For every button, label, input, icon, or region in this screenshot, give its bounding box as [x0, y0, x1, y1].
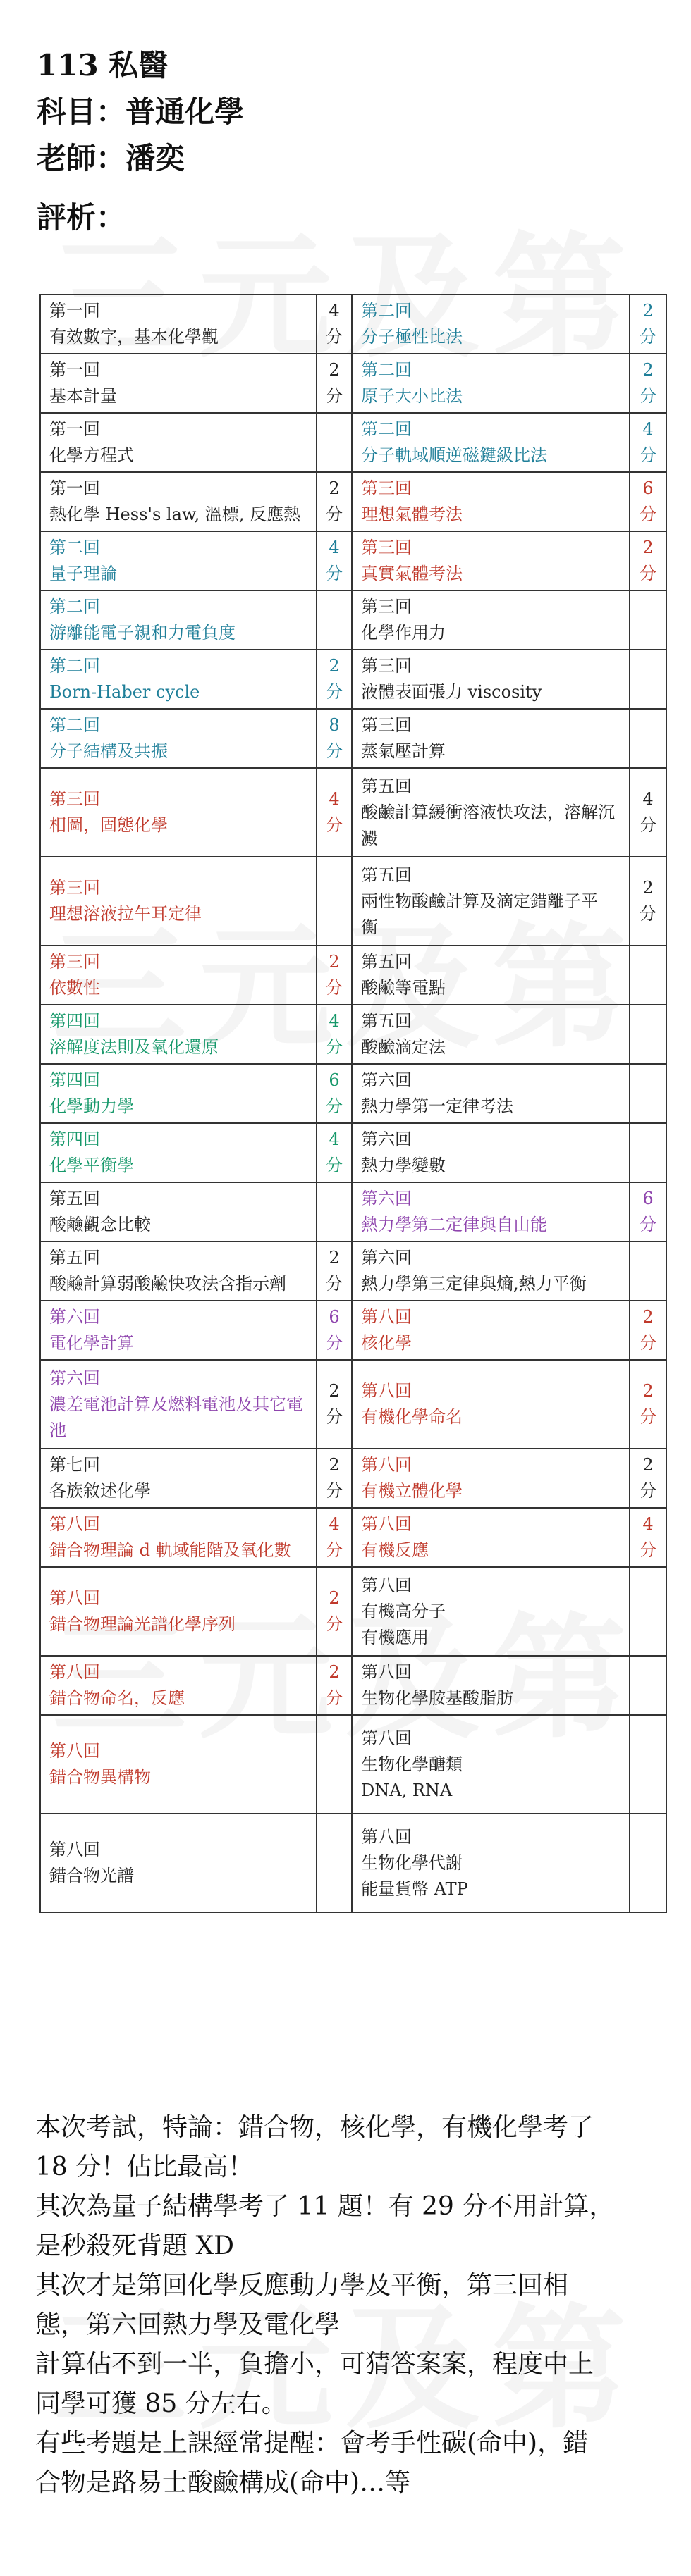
topic-label: 化學作用力 — [361, 623, 446, 643]
table-row — [40, 768, 666, 857]
right-topic-cell — [352, 354, 630, 413]
table-row — [40, 472, 666, 531]
topic-label: 酸鹼計算緩衝溶液快攻法，溶解沉 — [361, 802, 615, 822]
topic-label: 熱力學變數 — [361, 1156, 446, 1175]
summary-line: 合物是路易士酸鹼構成(命中)…等 — [35, 2468, 411, 2497]
topic-label: 量子理論 — [49, 564, 117, 583]
left-points-cell: 4分 — [317, 768, 352, 857]
right-topic-cell — [352, 1814, 630, 1912]
right-topic-cell — [352, 1064, 630, 1123]
right-topic-cell — [352, 857, 630, 946]
chapter-label: 第六回 — [361, 1070, 412, 1090]
right-topic-cell — [352, 1508, 630, 1567]
left-points-cell: 2分 — [317, 946, 352, 1005]
table-row — [40, 709, 666, 768]
chapter-label: 第八回 — [361, 1575, 412, 1595]
right-topic-cell — [352, 709, 630, 768]
table-row — [40, 1182, 666, 1241]
chapter-label: 第五回 — [361, 1011, 412, 1031]
chapter-label: 第三回 — [361, 538, 412, 557]
topic-label: 錯合物光譜 — [49, 1866, 134, 1885]
topic-points-table — [39, 294, 667, 1913]
topic-label: 生物化學醣類 — [361, 1754, 463, 1774]
summary-line: 態，第六回熱力學及電化學 — [35, 2310, 341, 2339]
left-points-cell — [317, 413, 352, 472]
summary-line: 是秒殺死背題 XD — [35, 2231, 234, 2260]
table-row — [40, 295, 666, 354]
right-points-cell — [630, 1656, 666, 1715]
summary-line: 18 分！佔比最高！ — [35, 2153, 254, 2181]
topic-label: 游離能電子親和力電負度 — [49, 623, 236, 643]
left-points-cell: 6分 — [317, 1301, 352, 1360]
topic-label: 電化學計算 — [49, 1333, 134, 1353]
chapter-label: 第三回 — [361, 715, 412, 735]
left-topic-cell — [40, 531, 317, 590]
topic-label: 有機化學命名 — [361, 1407, 463, 1427]
topic-label: 衡 — [361, 917, 378, 937]
topic-label: 分子結構及共振 — [49, 741, 168, 761]
chapter-label: 第八回 — [49, 1840, 100, 1859]
topic-label: Born-Haber cycle — [49, 682, 200, 702]
topic-label: 能量貨幣 ATP — [361, 1878, 468, 1899]
topic-label: 生物化學代謝 — [361, 1852, 463, 1873]
left-points-cell — [317, 1814, 352, 1912]
left-points-cell: 2分 — [317, 1360, 352, 1449]
chapter-label: 第五回 — [361, 952, 412, 972]
left-points-cell — [317, 1182, 352, 1241]
topic-label: 核化學 — [361, 1333, 412, 1353]
topic-label: 錯合物異構物 — [49, 1767, 151, 1787]
left-topic-cell — [40, 1241, 317, 1301]
chapter-label: 第八回 — [49, 1588, 100, 1608]
left-points-cell: 2分 — [317, 1449, 352, 1508]
table-row — [40, 1508, 666, 1567]
right-topic-cell — [352, 1301, 630, 1360]
chapter-label: 第二回 — [361, 360, 412, 380]
right-points-cell: 2分 — [630, 1301, 666, 1360]
topic-label: 分子軌域順逆磁鍵級比法 — [361, 445, 547, 465]
topic-label: 分子極性比法 — [361, 327, 463, 347]
topic-label: 錯合物命名，反應 — [49, 1688, 185, 1708]
right-points-cell — [630, 650, 666, 709]
left-points-cell: 4分 — [317, 295, 352, 354]
right-points-cell — [630, 1241, 666, 1301]
right-points-cell — [630, 1715, 666, 1814]
left-points-cell: 4分 — [317, 1123, 352, 1182]
table-row — [40, 1449, 666, 1508]
topic-label: 生物化學胺基酸脂肪 — [361, 1688, 513, 1708]
right-topic-cell — [352, 946, 630, 1005]
table-row — [40, 1656, 666, 1715]
right-topic-cell — [352, 1656, 630, 1715]
chapter-label: 第一回 — [49, 419, 100, 439]
left-topic-cell — [40, 1123, 317, 1182]
chapter-label: 第六回 — [361, 1248, 412, 1268]
left-topic-cell — [40, 413, 317, 472]
topic-label: 理想氣體考法 — [361, 504, 463, 524]
right-topic-cell — [352, 1449, 630, 1508]
chapter-label: 第四回 — [49, 1129, 100, 1149]
right-points-cell — [630, 1123, 666, 1182]
left-topic-cell — [40, 1814, 317, 1912]
left-topic-cell — [40, 295, 317, 354]
right-points-cell — [630, 709, 666, 768]
topic-label: 錯合物理論光譜化學序列 — [49, 1614, 236, 1634]
right-points-cell — [630, 1005, 666, 1064]
left-topic-cell — [40, 1449, 317, 1508]
topic-label: 蒸氣壓計算 — [361, 741, 446, 761]
left-topic-cell — [40, 1005, 317, 1064]
chapter-label: 第六回 — [49, 1368, 100, 1388]
right-topic-cell — [352, 413, 630, 472]
teacher-label: 老師：潘奕 — [37, 141, 185, 175]
topic-label: 真實氣體考法 — [361, 564, 463, 583]
left-topic-cell — [40, 354, 317, 413]
right-points-cell: 4分 — [630, 1508, 666, 1567]
left-points-cell: 2分 — [317, 1241, 352, 1301]
summary-line: 其次為量子結構學考了 11 題！有 29 分不用計算， — [35, 2192, 615, 2221]
right-topic-cell — [352, 531, 630, 590]
topic-label: 各族敘述化學 — [49, 1481, 151, 1501]
left-topic-cell — [40, 1182, 317, 1241]
table-row — [40, 1241, 666, 1301]
topic-label: DNA, RNA — [361, 1780, 453, 1800]
right-points-cell — [630, 1814, 666, 1912]
left-points-cell: 4分 — [317, 1005, 352, 1064]
right-topic-cell — [352, 1123, 630, 1182]
right-topic-cell — [352, 1005, 630, 1064]
topic-label: 酸鹼觀念比較 — [49, 1215, 151, 1234]
chapter-label: 第五回 — [49, 1189, 100, 1208]
table-row — [40, 413, 666, 472]
topic-label: 依數性 — [49, 978, 100, 998]
topic-label: 濃差電池計算及燃料電池及其它電 — [49, 1394, 303, 1414]
right-topic-cell — [352, 472, 630, 531]
left-topic-cell — [40, 1301, 317, 1360]
analysis-label: 評析： — [37, 200, 126, 235]
table-row — [40, 1814, 666, 1912]
table-row — [40, 946, 666, 1005]
chapter-label: 第八回 — [361, 1455, 412, 1475]
table-row — [40, 650, 666, 709]
topic-label: 熱力學第三定律與熵,熱力平衡 — [361, 1274, 587, 1294]
table-row — [40, 1005, 666, 1064]
chapter-label: 第一回 — [49, 360, 100, 380]
right-points-cell — [630, 590, 666, 650]
topic-label: 溶解度法則及氧化還原 — [49, 1037, 219, 1057]
left-topic-cell — [40, 768, 317, 857]
topic-label: 化學平衡學 — [49, 1156, 134, 1175]
topic-label: 酸鹼計算弱酸鹼快攻法含指示劑 — [49, 1274, 286, 1294]
left-topic-cell — [40, 1656, 317, 1715]
right-points-cell: 2分 — [630, 531, 666, 590]
table-row — [40, 857, 666, 946]
left-points-cell: 2分 — [317, 472, 352, 531]
right-topic-cell — [352, 590, 630, 650]
left-topic-cell — [40, 1715, 317, 1814]
topic-label: 化學方程式 — [49, 445, 134, 465]
chapter-label: 第二回 — [49, 538, 100, 557]
left-topic-cell — [40, 946, 317, 1005]
topic-label: 原子大小比法 — [361, 386, 463, 406]
table-row — [40, 354, 666, 413]
left-topic-cell — [40, 1360, 317, 1449]
right-topic-cell — [352, 768, 630, 857]
chapter-label: 第五回 — [49, 1248, 100, 1268]
left-topic-cell — [40, 709, 317, 768]
right-topic-cell — [352, 295, 630, 354]
topic-label: 化學動力學 — [49, 1096, 134, 1116]
chapter-label: 第八回 — [361, 1307, 412, 1327]
chapter-label: 第三回 — [49, 952, 100, 972]
right-topic-cell — [352, 1241, 630, 1301]
chapter-label: 第二回 — [361, 419, 412, 439]
left-points-cell: 2分 — [317, 354, 352, 413]
chapter-label: 第八回 — [361, 1826, 412, 1847]
summary-line: 有些考題是上課經常提醒：會考手性碳(命中)，錯 — [35, 2429, 589, 2458]
table-row — [40, 1715, 666, 1814]
right-topic-cell — [352, 1360, 630, 1449]
left-points-cell: 4分 — [317, 531, 352, 590]
topic-label: 有機立體化學 — [361, 1481, 463, 1501]
topic-label: 液體表面張力 viscosity — [361, 682, 542, 702]
topic-label: 有效數字，基本化學觀 — [49, 327, 219, 347]
topic-label: 澱 — [361, 828, 378, 848]
document-header — [37, 42, 244, 241]
chapter-label: 第八回 — [49, 1662, 100, 1682]
table-row — [40, 1123, 666, 1182]
chapter-label: 第八回 — [361, 1381, 412, 1401]
left-topic-cell — [40, 857, 317, 946]
chapter-label: 第八回 — [49, 1514, 100, 1534]
chapter-label: 第八回 — [361, 1514, 412, 1534]
chapter-label: 第三回 — [361, 656, 412, 676]
right-topic-cell — [352, 1567, 630, 1656]
chapter-label: 第六回 — [361, 1189, 412, 1208]
right-points-cell: 2分 — [630, 354, 666, 413]
chapter-label: 第五回 — [361, 865, 412, 885]
chapter-label: 第八回 — [361, 1728, 412, 1748]
chapter-label: 第八回 — [49, 1741, 100, 1761]
right-points-cell: 2分 — [630, 857, 666, 946]
left-points-cell: 4分 — [317, 1508, 352, 1567]
topic-label: 兩性物酸鹼計算及滴定錯離子平 — [361, 891, 598, 911]
chapter-label: 第三回 — [361, 597, 412, 617]
topic-label: 熱化學 Hess's law, 溫標, 反應熱 — [49, 504, 301, 524]
chapter-label: 第四回 — [49, 1011, 100, 1031]
topic-label: 酸鹼等電點 — [361, 978, 446, 998]
left-topic-cell — [40, 590, 317, 650]
chapter-label: 第四回 — [49, 1070, 100, 1090]
right-points-cell — [630, 1064, 666, 1123]
summary-line: 本次考試，特論：錯合物，核化學，有機化學考了 — [35, 2113, 594, 2142]
left-points-cell — [317, 590, 352, 650]
left-points-cell: 8分 — [317, 709, 352, 768]
topic-label: 熱力學第二定律與自由能 — [361, 1215, 547, 1234]
chapter-label: 第六回 — [49, 1307, 100, 1327]
chapter-label: 第三回 — [49, 878, 100, 898]
chapter-label: 第一回 — [49, 301, 100, 321]
chapter-label: 第七回 — [49, 1455, 100, 1475]
topic-label: 池 — [49, 1420, 66, 1440]
right-topic-cell — [352, 650, 630, 709]
topic-label: 有機高分子 — [361, 1601, 446, 1621]
topic-label: 有機反應 — [361, 1540, 429, 1560]
chapter-label: 第五回 — [361, 776, 412, 796]
left-topic-cell — [40, 472, 317, 531]
table-row — [40, 1360, 666, 1449]
topic-label: 熱力學第一定律考法 — [361, 1096, 513, 1116]
chapter-label: 第二回 — [49, 715, 100, 735]
left-points-cell: 2分 — [317, 650, 352, 709]
chapter-label: 第二回 — [361, 301, 412, 321]
chapter-label: 第三回 — [361, 478, 412, 498]
left-points-cell: 2分 — [317, 1656, 352, 1715]
right-points-cell: 6分 — [630, 472, 666, 531]
right-points-cell: 2分 — [630, 1360, 666, 1449]
table-row — [40, 590, 666, 650]
right-points-cell: 4分 — [630, 768, 666, 857]
left-topic-cell — [40, 1064, 317, 1123]
right-topic-cell — [352, 1182, 630, 1241]
table-row — [40, 1064, 666, 1123]
chapter-label: 第二回 — [49, 656, 100, 676]
table-row — [40, 1567, 666, 1656]
left-points-cell: 2分 — [317, 1567, 352, 1656]
chapter-label: 第一回 — [49, 478, 100, 498]
chapter-label: 第二回 — [49, 597, 100, 617]
right-points-cell — [630, 1567, 666, 1656]
right-points-cell: 2分 — [630, 1449, 666, 1508]
left-points-cell — [317, 857, 352, 946]
topic-label: 理想溶液拉午耳定律 — [49, 904, 202, 924]
left-points-cell: 6分 — [317, 1064, 352, 1123]
chapter-label: 第六回 — [361, 1129, 412, 1149]
topic-label: 基本計量 — [49, 386, 117, 406]
exam-title: 113 私醫 — [37, 48, 169, 82]
topic-label: 相圖，固態化學 — [49, 815, 168, 835]
left-topic-cell — [40, 650, 317, 709]
summary-line: 計算佔不到一半，負擔小，可猜答案案，程度中上 — [35, 2350, 594, 2379]
right-points-cell — [630, 946, 666, 1005]
right-topic-cell — [352, 1715, 630, 1814]
chapter-label: 第八回 — [361, 1662, 412, 1682]
chapter-label: 第三回 — [49, 789, 100, 809]
left-points-cell — [317, 1715, 352, 1814]
summary-text — [35, 2108, 659, 2503]
right-points-cell: 6分 — [630, 1182, 666, 1241]
topic-label: 錯合物理論 d 軌域能階及氧化數 — [49, 1540, 291, 1560]
left-topic-cell — [40, 1508, 317, 1567]
table-row — [40, 1301, 666, 1360]
summary-line: 其次才是第回化學反應動力學及平衡，第三回相 — [35, 2271, 569, 2300]
left-topic-cell — [40, 1567, 317, 1656]
summary-line: 同學可獲 85 分左右。 — [35, 2389, 287, 2418]
table-row — [40, 531, 666, 590]
subject-label: 科目：普通化學 — [37, 94, 245, 129]
topic-label: 酸鹼滴定法 — [361, 1037, 446, 1057]
right-points-cell: 2分 — [630, 295, 666, 354]
right-points-cell: 4分 — [630, 413, 666, 472]
topic-label: 有機應用 — [361, 1627, 429, 1647]
